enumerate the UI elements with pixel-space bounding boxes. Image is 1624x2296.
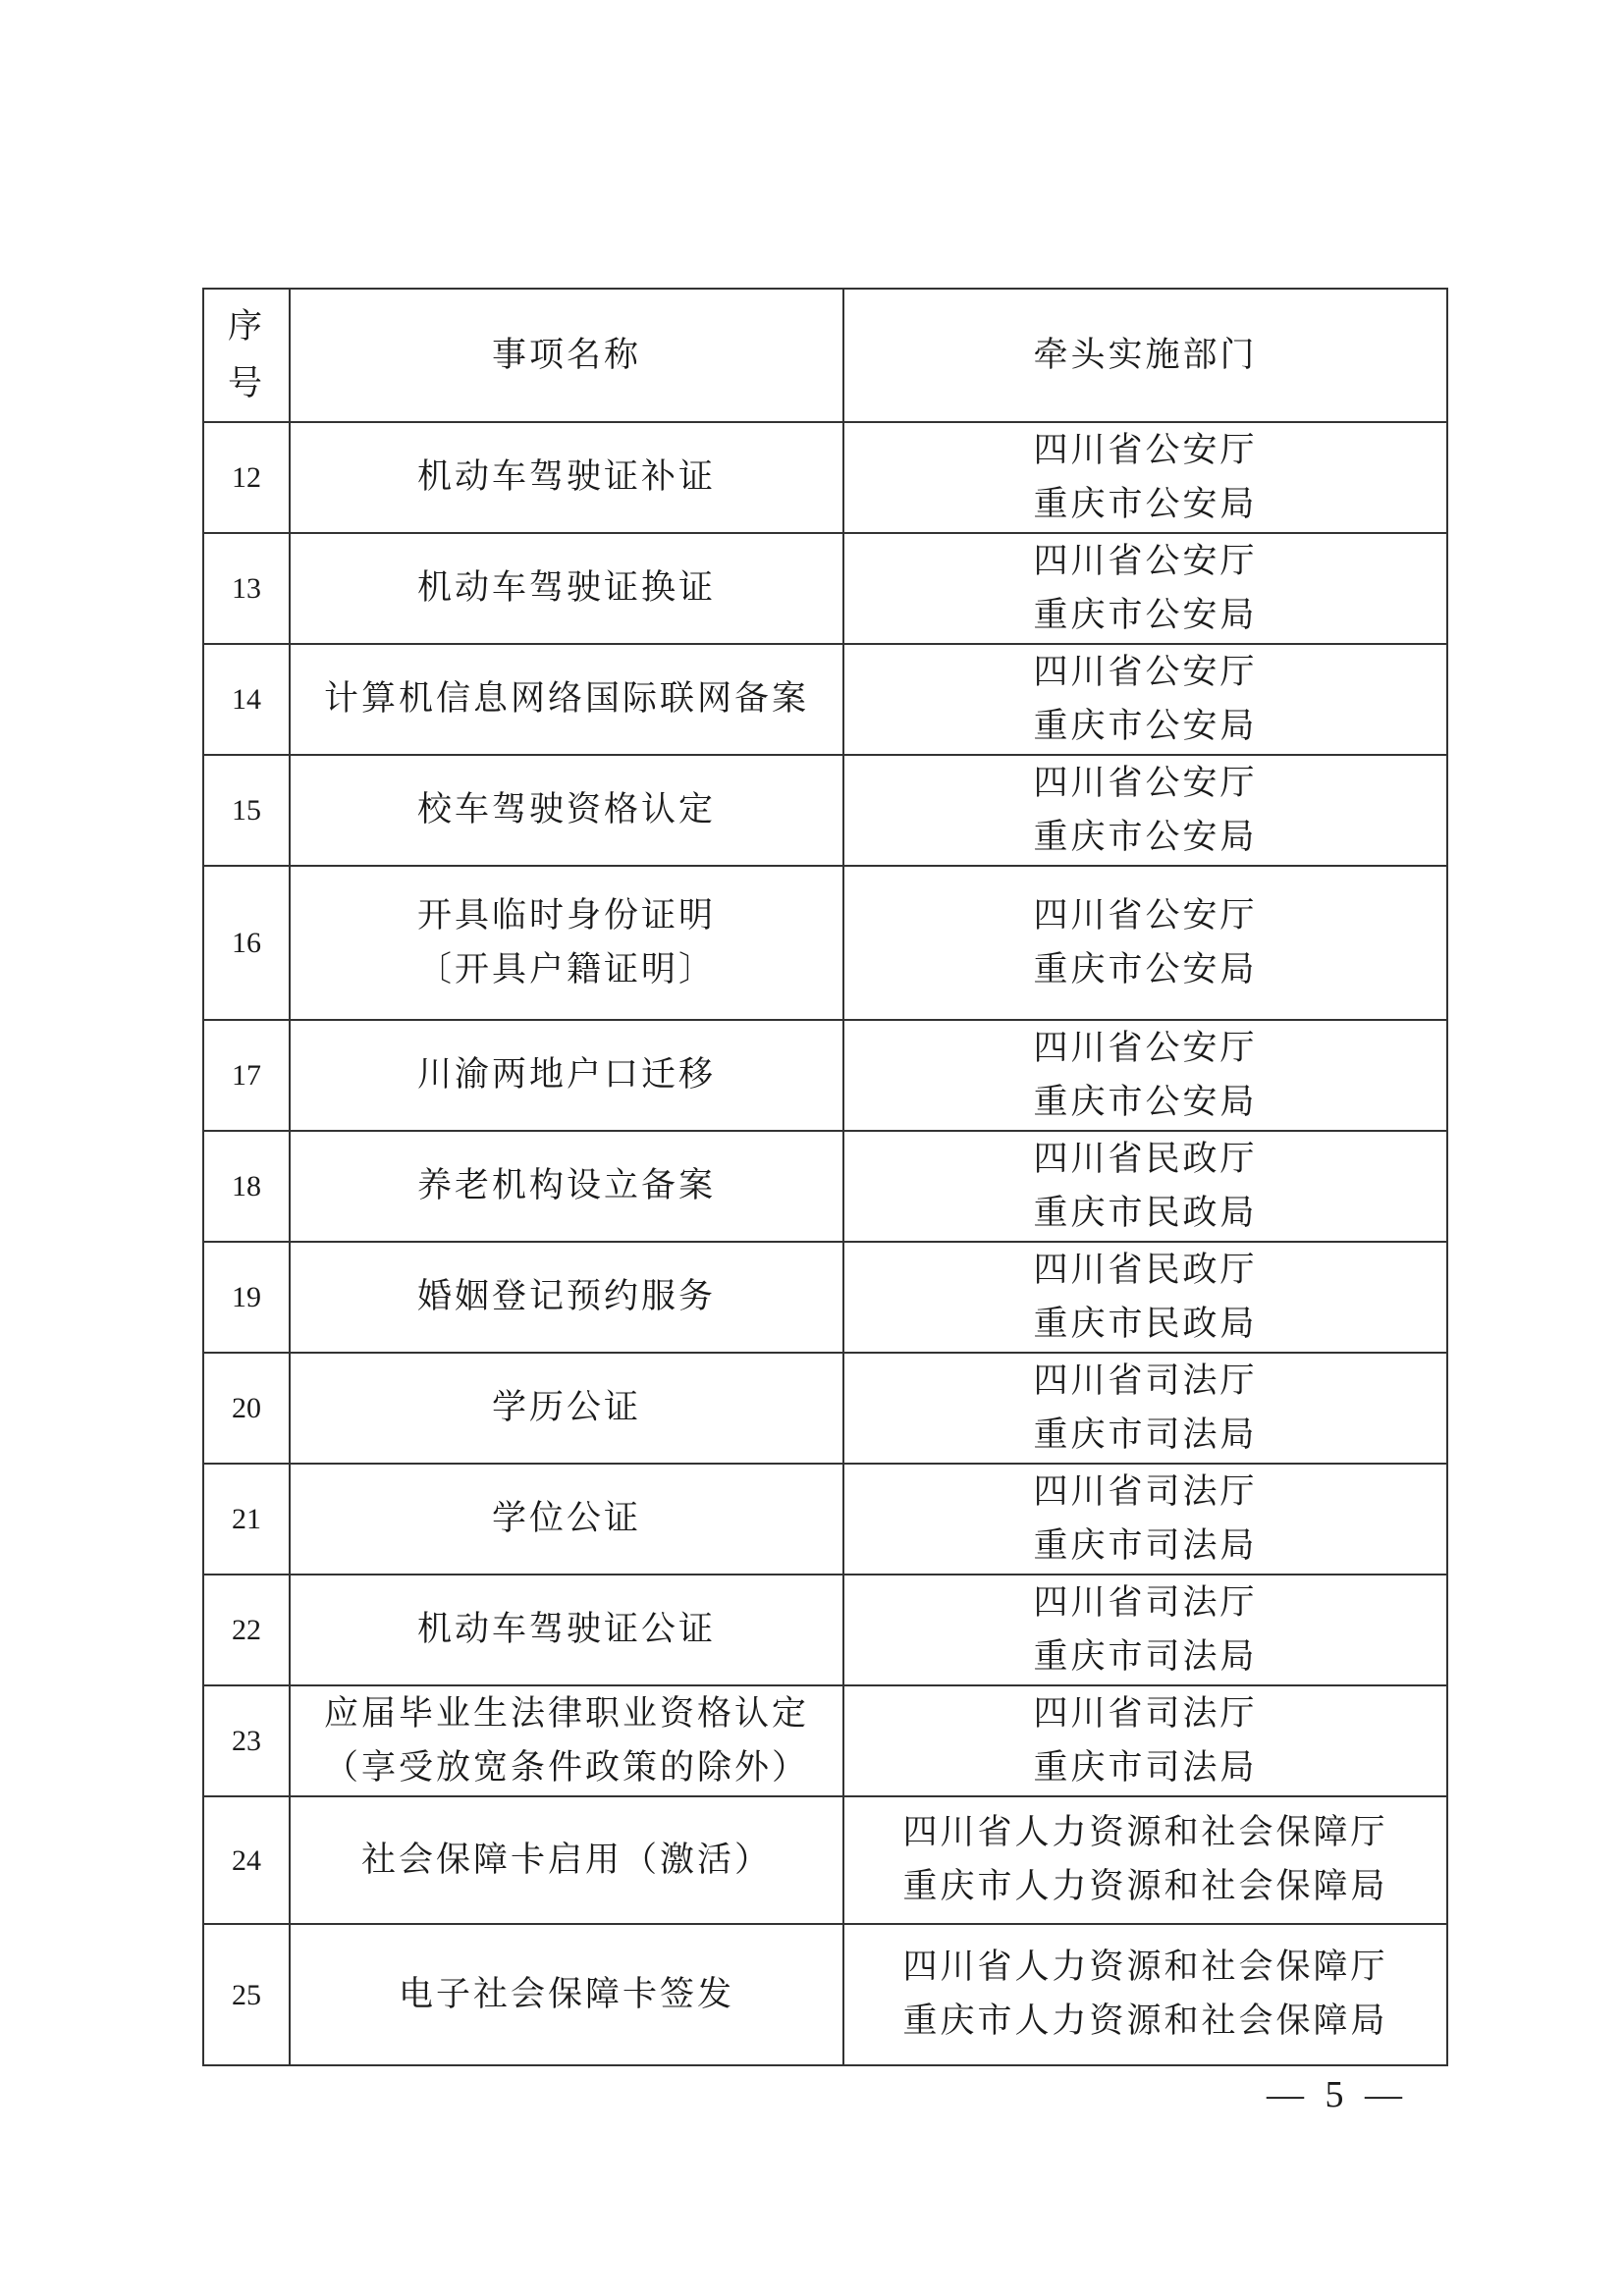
row-number: 25: [203, 1924, 290, 2065]
row-item-name: [290, 1924, 843, 2065]
row-number: 19: [203, 1242, 290, 1353]
department-line: 重庆市公安局: [1033, 949, 1258, 989]
department-line: 重庆市公安局: [1033, 484, 1258, 524]
row-number: 13: [203, 533, 290, 644]
row-number: 22: [203, 1575, 290, 1685]
table-row: [203, 533, 1447, 644]
department-line: 重庆市司法局: [1033, 1415, 1258, 1455]
department-line: 重庆市人力资源和社会保障局: [902, 1867, 1388, 1906]
row-item-name: [290, 1575, 843, 1685]
table-header-row: [203, 289, 1447, 422]
row-department: [843, 1924, 1447, 2065]
table-row: [203, 1353, 1447, 1464]
department-line: 四川省人力资源和社会保障厅: [902, 1813, 1388, 1852]
department-line: 四川省司法厅: [1033, 1471, 1258, 1512]
item-name-line: 学历公证: [491, 1388, 641, 1427]
row-item-name: [290, 422, 843, 533]
row-number: 16: [203, 866, 290, 1020]
item-name-line: 〔开具户籍证明〕: [416, 949, 716, 989]
item-name-line: 机动车驾驶证补证: [416, 457, 716, 497]
header-number: [203, 289, 290, 422]
row-department: [843, 1131, 1447, 1242]
department-line: 四川省民政厅: [1033, 1250, 1258, 1290]
row-department: [843, 866, 1447, 1020]
table-body: [203, 422, 1447, 2065]
row-number: 18: [203, 1131, 290, 1242]
item-name-line: 校车驾驶资格认定: [416, 790, 716, 829]
row-number: 23: [203, 1685, 290, 1796]
item-name-line: 机动车驾驶证换证: [416, 568, 716, 608]
item-name-line: 婚姻登记预约服务: [416, 1277, 716, 1316]
row-department: [843, 1020, 1447, 1131]
department-line: 重庆市民政局: [1033, 1193, 1258, 1233]
row-department: [843, 755, 1447, 866]
department-line: 四川省公安厅: [1033, 652, 1258, 692]
row-number: 17: [203, 1020, 290, 1131]
department-line: 重庆市人力资源和社会保障局: [902, 2002, 1388, 2041]
department-line: 四川省司法厅: [1033, 1582, 1258, 1623]
table-row: [203, 1131, 1447, 1242]
row-department: [843, 533, 1447, 644]
table-row: [203, 866, 1447, 1020]
table-row: [203, 1924, 1447, 2065]
row-department: [843, 644, 1447, 755]
header-number-char: 号: [227, 364, 265, 403]
row-number: 12: [203, 422, 290, 533]
row-department: [843, 1575, 1447, 1685]
items-table: [202, 288, 1448, 2066]
row-item-name: [290, 1020, 843, 1131]
department-line: 重庆市公安局: [1033, 817, 1258, 857]
row-item-name: [290, 1796, 843, 1924]
department-line: 四川省公安厅: [1033, 541, 1258, 581]
table-row: [203, 422, 1447, 533]
table-row: [203, 1685, 1447, 1796]
department-line: 重庆市民政局: [1033, 1304, 1258, 1344]
department-line: 重庆市司法局: [1033, 1747, 1258, 1788]
department-line: 重庆市公安局: [1033, 595, 1258, 635]
header-number-char: 序: [227, 307, 265, 347]
row-number: 14: [203, 644, 290, 755]
row-department: [843, 422, 1447, 533]
department-line: 四川省公安厅: [1033, 895, 1258, 935]
department-line: 四川省司法厅: [1033, 1361, 1258, 1401]
department-line: 四川省民政厅: [1033, 1139, 1258, 1179]
page-number: — 5 —: [1267, 2074, 1408, 2115]
item-name-line: 计算机信息网络国际联网备案: [323, 679, 809, 719]
item-name-line: 学位公证: [491, 1499, 641, 1538]
table-row: [203, 1796, 1447, 1924]
item-name-line: 社会保障卡启用（激活）: [360, 1840, 772, 1880]
table-row: [203, 1464, 1447, 1575]
department-line: 重庆市司法局: [1033, 1636, 1258, 1677]
department-line: 四川省公安厅: [1033, 1028, 1258, 1068]
row-item-name: [290, 644, 843, 755]
table-row: [203, 1020, 1447, 1131]
item-name-line: 川渝两地户口迁移: [416, 1055, 716, 1095]
row-item-name: [290, 1131, 843, 1242]
item-name-line: 养老机构设立备案: [416, 1166, 716, 1205]
item-name-line: 开具临时身份证明: [416, 895, 716, 935]
row-item-name: [290, 755, 843, 866]
row-item-name: [290, 533, 843, 644]
item-name-line: 应届毕业生法律职业资格认定: [323, 1693, 809, 1734]
department-line: 重庆市司法局: [1033, 1525, 1258, 1566]
header-item-name: 事项名称: [290, 289, 843, 422]
item-name-line: （享受放宽条件政策的除外）: [323, 1747, 809, 1788]
department-line: 四川省公安厅: [1033, 430, 1258, 470]
department-line: 四川省人力资源和社会保障厅: [902, 1948, 1388, 1987]
department-line: 重庆市公安局: [1033, 1082, 1258, 1122]
header-department: 牵头实施部门: [843, 289, 1447, 422]
row-number: 21: [203, 1464, 290, 1575]
row-number: 24: [203, 1796, 290, 1924]
item-name-line: 电子社会保障卡签发: [398, 1974, 734, 2014]
department-line: 四川省司法厅: [1033, 1693, 1258, 1734]
row-item-name: [290, 1242, 843, 1353]
row-department: [843, 1796, 1447, 1924]
department-line: 重庆市公安局: [1033, 706, 1258, 746]
row-number: 15: [203, 755, 290, 866]
row-item-name: [290, 1353, 843, 1464]
row-department: [843, 1242, 1447, 1353]
row-department: [843, 1353, 1447, 1464]
table-row: [203, 1575, 1447, 1685]
row-item-name: [290, 866, 843, 1020]
table-row: [203, 644, 1447, 755]
row-department: [843, 1685, 1447, 1796]
department-line: 四川省公安厅: [1033, 763, 1258, 803]
row-item-name: [290, 1685, 843, 1796]
table-row: [203, 755, 1447, 866]
table-row: [203, 1242, 1447, 1353]
row-number: 20: [203, 1353, 290, 1464]
row-department: [843, 1464, 1447, 1575]
item-name-line: 机动车驾驶证公证: [416, 1610, 716, 1649]
row-item-name: [290, 1464, 843, 1575]
